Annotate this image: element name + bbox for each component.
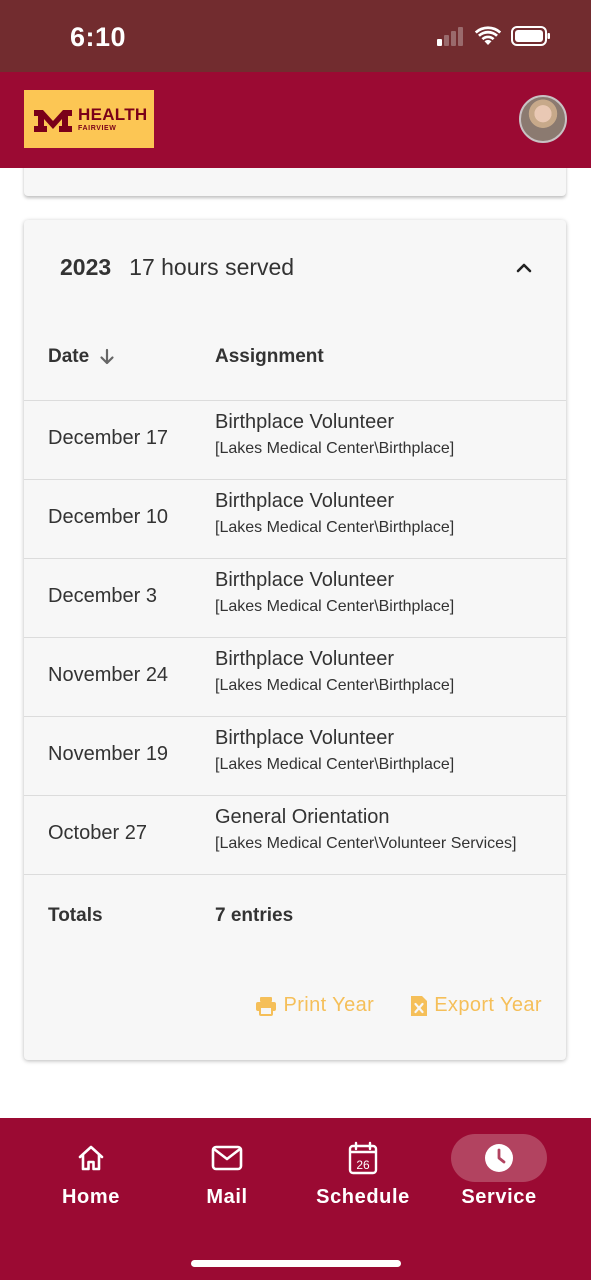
table-row (24, 400, 566, 479)
wifi-icon (475, 26, 501, 46)
export-year-label: Export Year (434, 994, 542, 1016)
export-year-button[interactable] (410, 994, 542, 1017)
row-assignment-title: General Orientation (215, 806, 390, 828)
row-assignment-location: [Lakes Medical Center\Birthplace] (215, 598, 455, 615)
service-table-body (24, 400, 566, 955)
row-assignment-location: [Lakes Medical Center\Birthplace] (215, 677, 455, 694)
home-indicator (191, 1260, 401, 1267)
table-row (24, 479, 566, 558)
logo-health-text: HEALTH (78, 105, 148, 124)
date-column-header[interactable]: Date (48, 346, 115, 368)
health-fairview-logo[interactable] (24, 90, 154, 148)
printer-icon (255, 996, 277, 1016)
nav-active-pill (451, 1134, 547, 1182)
row-assignment-location: [Lakes Medical Center\Birthplace] (215, 756, 455, 773)
nav-item-schedule[interactable] (313, 1134, 413, 1209)
bottom-nav (0, 1118, 591, 1280)
clock-icon (483, 1142, 515, 1174)
cellular-signal-icon (437, 26, 465, 46)
row-date: November 24 (48, 664, 169, 686)
nav-item-service[interactable] (449, 1134, 549, 1209)
table-header (24, 340, 566, 402)
assignment-column-header: Assignment (215, 346, 324, 367)
excel-file-icon (410, 995, 428, 1017)
row-date: December 17 (48, 427, 169, 449)
app-header (0, 72, 591, 168)
totals-value: 7 entries (215, 905, 294, 926)
nav-label-mail: Mail (206, 1186, 248, 1208)
row-assignment-title: Birthplace Volunteer (215, 727, 395, 749)
previous-year-card (24, 168, 566, 196)
year-label: 2023 (60, 254, 112, 280)
row-assignment-title: Birthplace Volunteer (215, 490, 395, 512)
row-assignment-title: Birthplace Volunteer (215, 648, 395, 670)
status-icons (437, 26, 551, 46)
totals-row (24, 874, 566, 955)
row-assignment-location: [Lakes Medical Center\Birthplace] (215, 519, 455, 536)
nav-item-mail[interactable] (177, 1134, 277, 1209)
row-assignment-location: [Lakes Medical Center\Volunteer Services] (215, 835, 517, 852)
print-year-button[interactable] (255, 994, 374, 1017)
table-row (24, 716, 566, 795)
calendar-day-text: 26 (356, 1158, 370, 1172)
status-bar (0, 0, 591, 72)
home-icon (76, 1143, 106, 1173)
row-date: December 10 (48, 506, 169, 528)
table-row (24, 637, 566, 716)
nav-item-home[interactable] (41, 1134, 141, 1209)
logo-fairview-text: FAIRVIEW (78, 125, 117, 132)
calendar-icon (347, 1141, 379, 1175)
hours-served-label: 17 hours served (129, 254, 295, 280)
year-card (24, 220, 566, 1060)
row-date: October 27 (48, 822, 147, 844)
nav-label-service: Service (461, 1186, 537, 1208)
mail-icon (211, 1145, 243, 1171)
arrow-down-icon (99, 348, 115, 366)
row-assignment-title: Birthplace Volunteer (215, 411, 395, 433)
year-actions (255, 994, 542, 1017)
table-row (24, 558, 566, 637)
totals-label: Totals (48, 905, 103, 926)
battery-icon (511, 26, 551, 46)
print-year-label: Print Year (283, 994, 375, 1016)
row-date: December 3 (48, 585, 157, 607)
university-m-logo-icon (34, 106, 72, 132)
user-avatar[interactable] (519, 95, 567, 143)
nav-label-schedule: Schedule (316, 1186, 410, 1208)
table-row (24, 795, 566, 874)
row-assignment-title: Birthplace Volunteer (215, 569, 395, 591)
nav-label-home: Home (62, 1186, 120, 1208)
row-assignment-location: [Lakes Medical Center\Birthplace] (215, 440, 455, 457)
year-header[interactable] (60, 254, 294, 281)
main-content (0, 168, 591, 1118)
row-date: November 19 (48, 743, 169, 765)
status-time: 6:10 (70, 22, 127, 52)
chevron-up-icon[interactable] (512, 256, 536, 280)
